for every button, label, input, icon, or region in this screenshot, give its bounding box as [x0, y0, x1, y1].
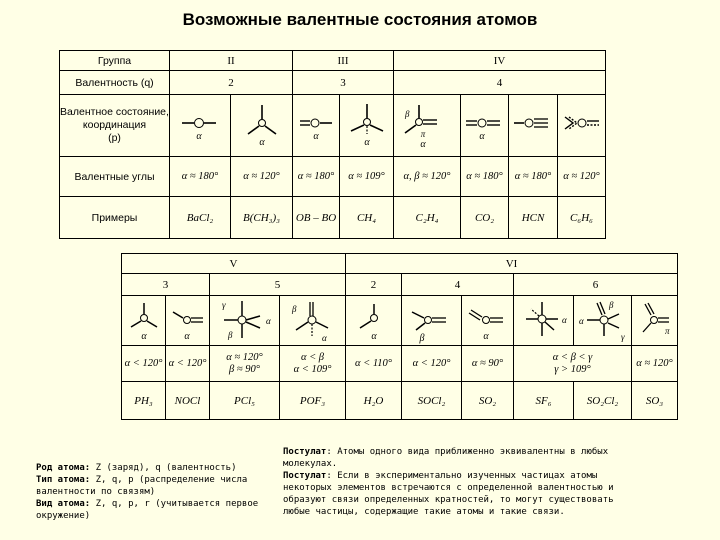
alpha-symbol: α: [420, 138, 426, 150]
bent-double-diagram: [167, 298, 209, 344]
double-bond-linear-diagram: [294, 101, 338, 151]
valence-cell: 5: [210, 274, 346, 296]
row-label-valence: Валентность (q): [60, 71, 170, 95]
angle-cell: α, β ≈ 120°: [394, 157, 461, 197]
angle-cell: α < 110°: [346, 346, 402, 382]
bent-diagram: [348, 298, 400, 344]
state-diagram: [346, 296, 402, 346]
state-diagram: [632, 296, 678, 346]
state-diagram: [509, 95, 558, 157]
triple-bond-diagram: [510, 101, 556, 151]
alpha-symbol: α: [561, 314, 567, 325]
row-label-state: [60, 95, 170, 157]
alpha-symbol: α: [313, 130, 319, 142]
alpha-symbol: α: [478, 130, 485, 142]
state-diagram: [340, 95, 394, 157]
angle-cell: α ≈ 180°: [461, 157, 509, 197]
example-cell: H₂O: [346, 382, 402, 420]
state-diagram: [558, 95, 606, 157]
state-diagram: [514, 296, 574, 346]
example-cell: SF₆: [514, 382, 574, 420]
group-cell: III: [293, 51, 394, 71]
beta-symbol: β: [419, 332, 424, 344]
angle-line: α < 109°: [293, 363, 332, 375]
valence-table-bottom: [121, 253, 678, 420]
angle-cell: α ≈ 180°: [509, 157, 558, 197]
example-cell: OB – BO: [293, 197, 340, 239]
page-title: Возможные валентные состояния атомов: [182, 10, 538, 29]
valence-cell: 4: [394, 71, 606, 95]
angle-line: α ≈ 120°: [226, 351, 263, 363]
angle-cell: α ≈ 90°: [462, 346, 514, 382]
state-diagram: [394, 95, 461, 157]
valence-cell: 6: [514, 274, 678, 296]
definition-text: Z, q, p (распределение числа валентности по связям): [36, 475, 248, 497]
example-cell: SO₃: [632, 382, 678, 420]
state-diagram: [574, 296, 632, 346]
row-label-angles: Валентные углы: [60, 157, 170, 197]
state-diagram: [210, 296, 280, 346]
state-diagram: [231, 95, 293, 157]
beta-symbol: β: [291, 303, 296, 314]
aromatic-bond-diagram: [559, 101, 605, 151]
example-cell: SO₂Cl₂: [574, 382, 632, 420]
state-diagram: [462, 296, 514, 346]
tetrahedral-diagram: [342, 101, 392, 151]
trigonal-diagram: [234, 101, 290, 151]
postulate-line: [283, 446, 643, 470]
gamma-symbol: γ: [221, 299, 226, 310]
angle-line: α < β < γ: [552, 351, 593, 363]
angle-line: α < β: [300, 351, 325, 363]
angle-cell: α ≈ 120°: [558, 157, 606, 197]
definition-label: Род атома:: [36, 463, 91, 473]
valence-cell: 3: [293, 71, 394, 95]
pi-symbol: π: [664, 325, 670, 336]
pyramidal-diagram: [123, 298, 165, 344]
definition-line: [36, 498, 266, 522]
example-cell: SOCl₂: [402, 382, 462, 420]
example-cell: B(CH₃)₃: [231, 197, 293, 239]
valence-cell: 2: [170, 71, 293, 95]
example-cell: PCl₅: [210, 382, 280, 420]
definition-text: Z (заряд), q (валентность): [90, 463, 237, 473]
angle-cell: α < 120°: [402, 346, 462, 382]
definition-label: Тип атома:: [36, 475, 91, 485]
angle-cell: α ≈ 180°: [293, 157, 340, 197]
state-diagram: [402, 296, 462, 346]
example-cell: SO₂: [462, 382, 514, 420]
alpha-symbol: α: [578, 315, 584, 326]
linear-two-bond-diagram: [172, 101, 228, 151]
gamma-symbol: γ: [620, 331, 625, 342]
alpha-symbol: α: [140, 330, 147, 342]
example-cell: C₂H₄: [394, 197, 461, 239]
bent-double-double-diagram: [463, 298, 513, 344]
example-cell: C₆H₆: [558, 197, 606, 239]
alpha-symbol: α: [265, 315, 271, 326]
definition-text: Z, q, p, r (учитывается первое окружение): [36, 499, 259, 521]
atom-definitions: [36, 462, 266, 522]
example-cell: PH₃: [122, 382, 166, 420]
angle-line: γ > 109°: [554, 363, 591, 375]
example-cell: POF₃: [280, 382, 346, 420]
example-cell: CH₄: [340, 197, 394, 239]
alpha-symbol: α: [482, 330, 489, 342]
group-cell: IV: [394, 51, 606, 71]
group-cell: V: [122, 254, 346, 274]
row-label-examples: Примеры: [60, 197, 170, 239]
double-double-diagram: [462, 101, 508, 151]
alpha-symbol: α: [321, 332, 327, 343]
angle-cell: α < 120°: [122, 346, 166, 382]
pi-symbol: π: [420, 128, 426, 139]
valence-cell: 2: [346, 274, 402, 296]
state-diagram: [170, 95, 231, 157]
trigonal-double-diagram: [633, 298, 677, 344]
postulate-label: Постулат: [283, 447, 327, 457]
alpha-symbol: α: [363, 136, 370, 148]
example-cell: CO₂: [461, 197, 509, 239]
example-cell: BaCl₂: [170, 197, 231, 239]
tetrahedral-double-double-diagram: [575, 298, 631, 344]
state-p-label: (p): [108, 132, 121, 144]
state-diagram: [280, 296, 346, 346]
tetrahedral-double-diagram: [282, 298, 344, 344]
group-cell: II: [170, 51, 293, 71]
group-cell: VI: [346, 254, 678, 274]
state-diagram: [293, 95, 340, 157]
angle-cell: α ≈ 120°: [632, 346, 678, 382]
valence-table-top: [59, 50, 606, 239]
sp2-double-bond-diagram: [397, 101, 457, 151]
alpha-symbol: α: [183, 330, 190, 342]
valence-cell: 3: [122, 274, 210, 296]
definition-line: [36, 462, 266, 474]
state-diagram: [461, 95, 509, 157]
angle-cell: α ≈ 109°: [340, 157, 394, 197]
postulate-line: [283, 470, 643, 518]
beta-symbol: β: [405, 108, 410, 119]
postulates: [283, 446, 643, 518]
beta-symbol: β: [227, 329, 232, 340]
alpha-symbol: α: [258, 136, 265, 148]
beta-symbol: β: [608, 299, 613, 310]
example-cell: NOCl: [166, 382, 210, 420]
angle-cell: α < 120°: [166, 346, 210, 382]
postulate-text: : Атомы одного вида приближенно эквивалентны в любых молекулах.: [283, 447, 609, 469]
alpha-symbol: α: [370, 330, 377, 342]
angle-cell: α ≈ 120°: [231, 157, 293, 197]
example-cell: HCN: [509, 197, 558, 239]
angle-cell: α ≈ 180°: [170, 157, 231, 197]
octahedral-diagram: [516, 298, 572, 344]
pyramidal-double-diagram: [404, 298, 460, 344]
postulate-label: Постулат: [283, 471, 327, 481]
row-label-group: Группа: [60, 51, 170, 71]
valence-cell: 4: [402, 274, 514, 296]
angle-line: β ≈ 90°: [229, 363, 260, 375]
angle-cell: [280, 346, 346, 382]
state-diagram: [166, 296, 210, 346]
state-diagram: [122, 296, 166, 346]
angle-cell: [514, 346, 632, 382]
trigonal-bipyramid-diagram: [212, 298, 278, 344]
alpha-symbol: α: [196, 130, 202, 142]
angle-cell: [210, 346, 280, 382]
postulate-text: : Если в экспериментально изученных частицах атомы некоторых элементов встречаются с определенной валентностью и образуют связи определенных кратностей, то могут существовать любые частицы, содержащие такие атомы и такие связи.: [283, 471, 614, 517]
definition-line: [36, 474, 266, 498]
definition-label: Вид атома:: [36, 499, 91, 509]
state-label: Валентное состояние, координация: [60, 106, 169, 131]
